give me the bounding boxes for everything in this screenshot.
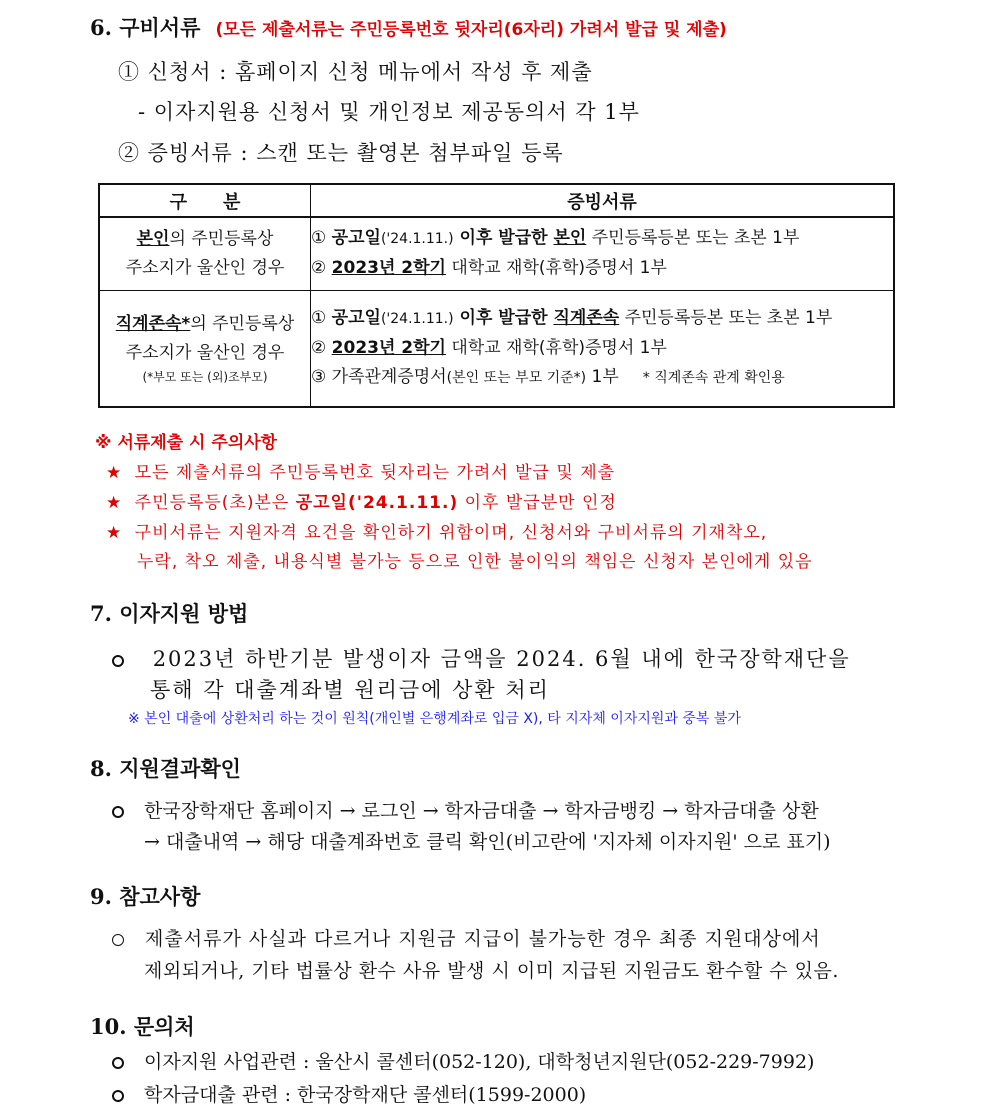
row2-left-bold: 직계존속*: [115, 314, 191, 335]
row2-l2-rest: 대학교 재학(휴학)증명서 1부: [445, 337, 667, 358]
caution-item-1-text: 모든 제출서류의 주민등록번호 뒷자리는 가려서 발급 및 제출: [134, 463, 616, 483]
sec7-line2: 통해 각 대출계좌별 원리금에 상환 처리: [150, 678, 550, 702]
circle-bullet-icon: [112, 655, 124, 667]
caution-title: ※ 서류제출 시 주의사항: [95, 433, 278, 453]
star-icon: ★: [106, 463, 123, 483]
caution-item-2-c: 이후 발급분만 인정: [458, 493, 617, 513]
circle-bullet-icon: [112, 1090, 124, 1102]
row2-l1-num: ①: [311, 307, 332, 328]
sec8-line1: [112, 796, 819, 823]
row2-l2-num: ②: [311, 337, 332, 358]
row2-l3-note: * 직계존속 관계 확인용: [642, 369, 785, 386]
row2-documents: [311, 290, 895, 407]
sec10-line2: [112, 1080, 586, 1107]
row2-left-line3: (*부모 또는 (외)조부모): [142, 370, 268, 385]
evidence-table: [98, 183, 895, 408]
table-header-documents: 증빙서류: [311, 184, 895, 217]
caution-item-2: [106, 488, 617, 513]
row1-l2-u: 2023년 2학기: [331, 258, 446, 279]
row1-l1-b2: 이후 발급한: [453, 228, 554, 249]
section-10-title: 10. 문의처: [90, 1014, 195, 1039]
row2-l2-u: 2023년 2학기: [331, 337, 446, 358]
row2-l1-u: 직계존속: [553, 307, 620, 328]
row2-left-line2: 주소지가 울산인 경우: [125, 343, 285, 364]
row1-left-rest: 의 주민등록상: [169, 228, 274, 249]
row1-documents: [311, 217, 895, 290]
row2-l3-a: 가족관계증명서: [331, 366, 447, 387]
table-row: [99, 217, 894, 290]
circle-bullet-icon: [112, 1057, 124, 1069]
table-row: [99, 290, 894, 407]
caution-item-2-a: 주민등록등(초)본은: [134, 493, 296, 513]
sec10-line1: [112, 1047, 814, 1074]
row2-l3-b: (본인 또는 부모 기준*): [446, 369, 587, 386]
sec9-line1: [112, 924, 821, 951]
row1-l2-rest: 대학교 재학(휴학)증명서 1부: [445, 258, 667, 279]
row1-l1-date: ('24.1.11.): [380, 231, 454, 248]
table-header-row: [99, 184, 894, 217]
row2-category: [99, 290, 311, 407]
section-6-title: 6. 구비서류: [90, 15, 201, 40]
row1-left-bold: 본인: [136, 228, 170, 249]
sec6-item1: ① 신청서 : 홈페이지 신청 메뉴에서 작성 후 제출: [118, 60, 593, 84]
section-6-note: (모든 제출서류는 주민등록번호 뒷자리(6자리) 가려서 발급 및 제출): [215, 20, 727, 40]
caution-item-1: [106, 458, 615, 483]
sec8-line1-text: 한국장학재단 홈페이지 → 로그인 → 학자금대출 → 학자금뱅킹 → 학자금대출 상환: [144, 800, 819, 822]
sec7-line1: [112, 643, 851, 673]
sec9-line1-text: 제출서류가 사실과 다르거나 지원금 지급이 불가능한 경우 최종 지원대상에서: [145, 928, 821, 950]
star-icon: ★: [106, 523, 123, 543]
row2-l1-b1: 공고일: [331, 307, 381, 328]
sec10-line1-text: 이자지원 사업관련 : 울산시 콜센터(052-120), 대학청년지원단(052-229-7992): [144, 1051, 815, 1073]
section-6-heading: [90, 12, 727, 42]
row2-l3-num: ③: [311, 366, 332, 387]
row2-l1-rest: 주민등록등본 또는 초본 1부: [619, 307, 833, 328]
caution-item-3-line1: 구비서류는 지원자격 요건을 확인하기 위함이며, 신청서와 구비서류의 기재착오,: [134, 523, 768, 543]
section-8-title: 8. 지원결과확인: [90, 756, 241, 781]
row2-l1-b2: 이후 발급한: [453, 307, 554, 328]
row1-l1-u: 본인: [553, 228, 587, 249]
circle-bullet-icon: [112, 934, 124, 946]
sec10-line2-text: 학자금대출 관련 : 한국장학재단 콜센터(1599-2000): [144, 1084, 587, 1106]
caution-item-3: [106, 518, 767, 543]
row1-left-line2: 주소지가 울산인 경우: [125, 257, 285, 278]
star-icon: ★: [106, 493, 123, 513]
caution-item-2-b: 공고일('24.1.11.): [295, 493, 459, 513]
circle-bullet-icon: [112, 806, 124, 818]
row2-left-rest: 의 주민등록상: [190, 314, 295, 335]
sec6-item1-sub: - 이자지원용 신청서 및 개인정보 제공동의서 각 1부: [138, 100, 640, 124]
section-9-title: 9. 참고사항: [90, 884, 201, 909]
row1-l1-rest: 주민등록등본 또는 초본 1부: [586, 228, 800, 249]
sec9-line2: 제외되거나, 기타 법률상 환수 사유 발생 시 이미 지급된 지원금도 환수할 수 있음.: [144, 960, 839, 982]
row1-l1-b1: 공고일: [331, 228, 381, 249]
table-header-category: 구 분: [99, 184, 311, 217]
row1-category: [99, 217, 311, 290]
row2-l3-c: 1부: [586, 366, 619, 387]
sec8-line2: → 대출내역 → 해당 대출계좌번호 클릭 확인(비고란에 '지자체 이자지원' 으로 표기): [144, 831, 831, 853]
caution-item-3-line2: 누락, 착오 제출, 내용식별 불가능 등으로 인한 불이익의 책임은 신청자 본인에게 있음: [137, 552, 813, 572]
row1-l2-num: ②: [311, 258, 332, 279]
row2-l1-date: ('24.1.11.): [380, 310, 454, 327]
sec7-note: ※ 본인 대출에 상환처리 하는 것이 원칙(개인별 은행계좌로 입금 X), 타 지자체 이자지원과 중복 불가: [128, 711, 741, 727]
section-7-title: 7. 이자지원 방법: [90, 601, 249, 626]
row1-l1-num: ①: [311, 228, 332, 249]
sec7-line1-text: 2023년 하반기분 발생이자 금액을 2024. 6월 내에 한국장학재단을: [152, 647, 851, 671]
sec6-item2: ② 증빙서류 : 스캔 또는 촬영본 첨부파일 등록: [118, 141, 564, 165]
